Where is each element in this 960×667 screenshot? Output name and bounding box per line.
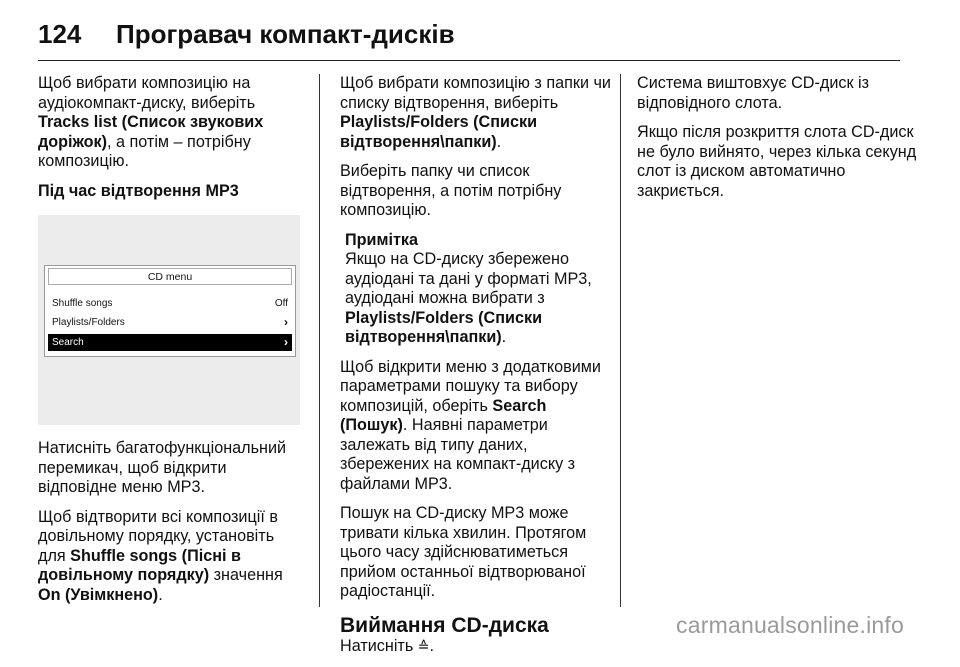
eject-section-heading: Виймання CD-диска: [340, 613, 549, 637]
cd-menu-screenshot: [38, 215, 300, 425]
column-divider-1: [319, 74, 320, 607]
note-title: Примітка: [345, 230, 418, 249]
page-number: 124: [38, 18, 82, 49]
paragraph-search-duration: Пошук на CD-диску MP3 може тривати кілька хвилин. Протягом цього часу здійснюватиметься прийом останньої відтворюваної радіостанції.: [340, 504, 587, 600]
cd-menu-display: [44, 265, 296, 357]
tracks-list-term: Tracks list (Список звукових доріжок): [38, 113, 264, 151]
menu-item-playlists-folders: Playlists/Folders ›: [48, 314, 292, 331]
column-divider-2: [620, 74, 621, 607]
paragraph-eject: Натисніть ≙.: [340, 637, 435, 655]
paragraph-playlists: Щоб вибрати композицію з папки чи списку відтворення, виберіть Playlists/Folders (Списки відтворення\папки).: [340, 74, 611, 151]
mp3-subheading: Під час відтворення MP3: [38, 181, 239, 200]
shuffle-value: Off: [274, 297, 288, 309]
header-divider: [38, 60, 900, 61]
menu-item-shuffle-songs: Shuffle songs Off: [48, 295, 292, 312]
menu-item-search: Search ›: [48, 334, 292, 351]
eject-icon: ≙: [417, 638, 430, 654]
watermark: carmanualsonline.info: [676, 612, 904, 638]
paragraph-tracks-list: Щоб вибрати композицію на аудіокомпакт-диску, виберіть Tracks list (Список звукових доріжок), а потім – потрібну композицію.: [38, 74, 264, 170]
chevron-right-icon: ›: [284, 314, 288, 329]
chevron-right-icon: ›: [284, 334, 288, 349]
page-header: [38, 14, 455, 54]
paragraph-select-folder: Виберіть папку чи список відтворення, а потім потрібну композицію.: [340, 162, 562, 219]
paragraph-press-knob: Натисніть багатофункціональний перемикач, щоб відкрити відповідне меню MP3.: [38, 439, 287, 496]
column-3: [637, 74, 922, 211]
cd-menu-title: CD menu: [147, 271, 193, 283]
note-block: Примітка Якщо на CD-диску збережено аудіодані та дані у форматі MP3, аудіодані можна вибрати з Playlists/Folders (Списки відтворення\папки).: [345, 230, 592, 346]
column-2: [340, 74, 615, 667]
page-title: Програвач компакт-дисків: [116, 18, 455, 49]
paragraph-eject-result: Система виштовхує CD-диск із відповідного слота.: [637, 74, 870, 112]
paragraph-shuffle: Щоб відтворити всі композиції в довільному порядку, установіть для Shuffle songs (Пісні в довільному порядку) значення On (Увімкнено).: [38, 507, 283, 604]
paragraph-auto-close: Якщо після розкриття слота CD-диск не було вийнято, через кілька секунд слот із диском автоматично закриється.: [637, 123, 917, 200]
paragraph-search: Щоб відкрити меню з додатковими параметрами пошуку та вибору композицій, оберіть Search (Пошук). Наявні параметри залежать від типу даних, збережених на компакт-диску з файлами MP3.: [340, 357, 601, 493]
column-1: [38, 74, 300, 615]
